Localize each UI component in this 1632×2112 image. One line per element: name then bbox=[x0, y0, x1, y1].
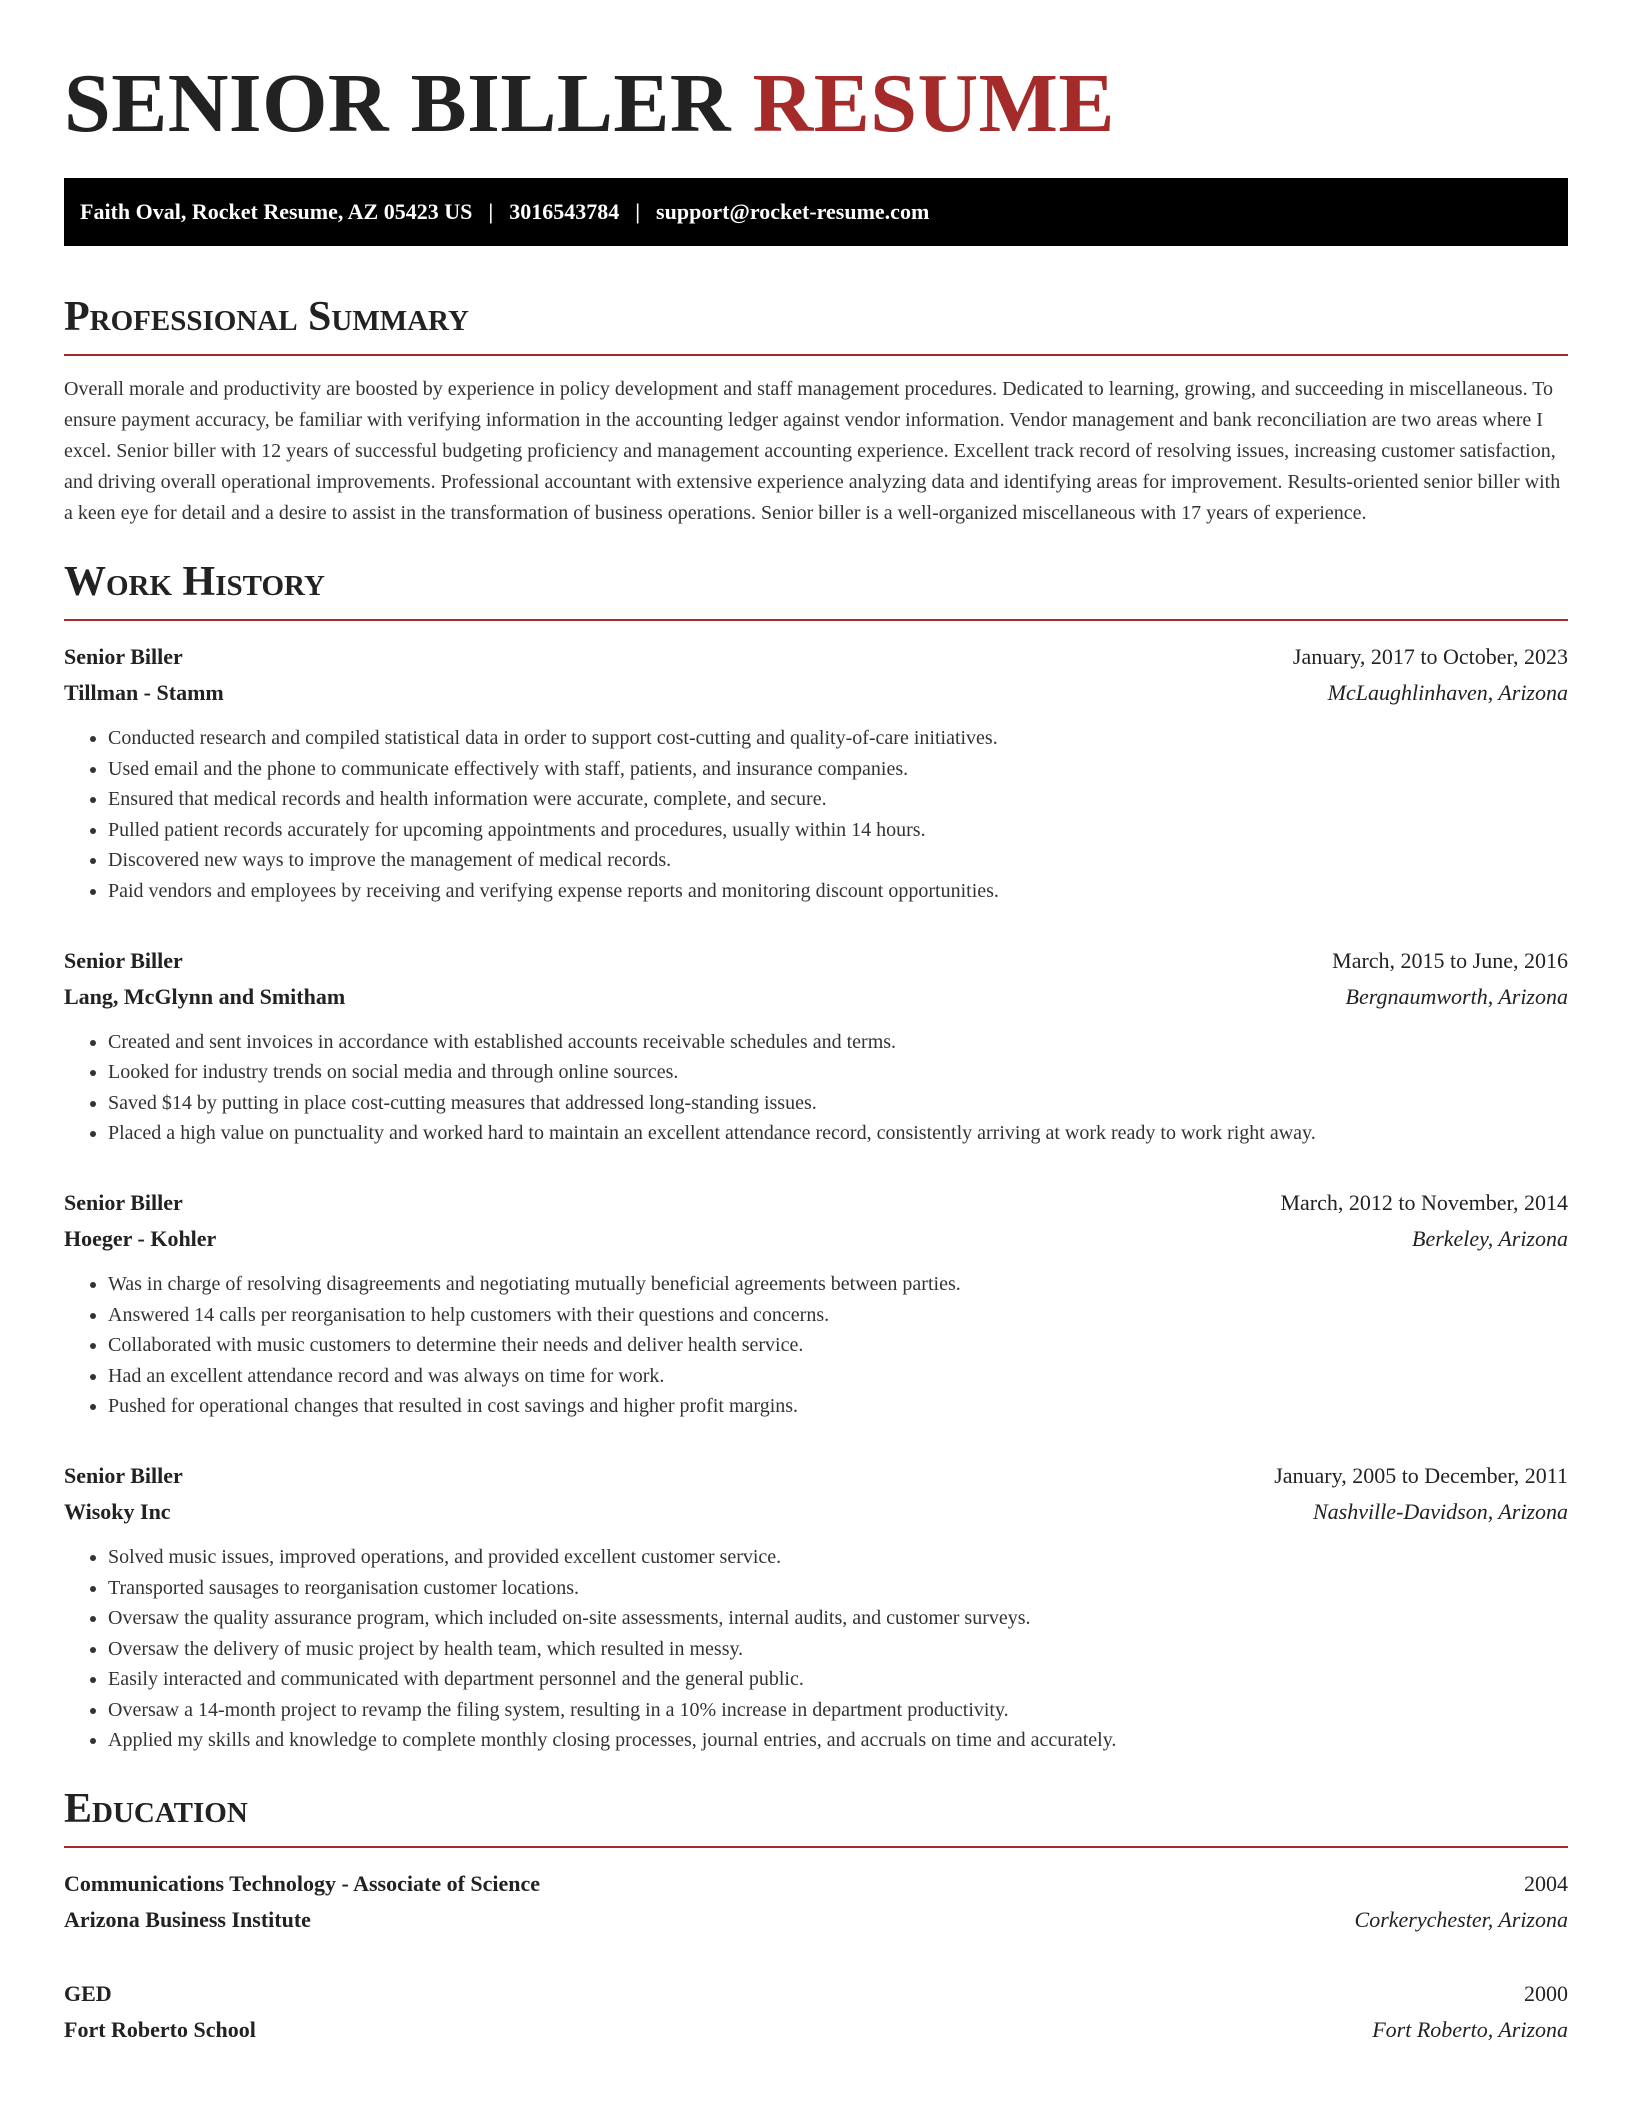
job-dates: March, 2012 to November, 2014 bbox=[1280, 1189, 1568, 1215]
education-school: Arizona Business Institute bbox=[64, 1907, 311, 1933]
job-dates: March, 2015 to June, 2016 bbox=[1332, 947, 1568, 973]
contact-separator: | bbox=[635, 199, 641, 224]
job-location: Nashville-Davidson, Arizona bbox=[1312, 1498, 1568, 1524]
job-bullet: • Oversaw the delivery of music project by health team, which resulted in messy. bbox=[108, 1634, 1568, 1665]
job-bullet: • Was in charge of resolving disagreements and negotiating mutually beneficial agreements between parties. bbox=[108, 1269, 1568, 1300]
education-year: 2000 bbox=[1524, 1981, 1568, 2007]
job-company: Tillman - Stamm bbox=[64, 680, 224, 705]
contact-separator: | bbox=[488, 199, 494, 224]
job-entry bbox=[64, 1185, 1568, 1422]
education-header-row bbox=[64, 1976, 1568, 2012]
job-bullet: • Discovered new ways to improve the management of medical records. bbox=[108, 845, 1568, 876]
job-location: McLaughlinhaven, Arizona bbox=[1327, 680, 1568, 705]
contact-bar bbox=[64, 178, 1568, 246]
job-bullet: • Pushed for operational changes that resulted in cost savings and higher profit margins. bbox=[108, 1391, 1568, 1422]
job-bullet: • Oversaw a 14-month project to revamp the filing system, resulting in a 10% increase in department productivity. bbox=[108, 1695, 1568, 1726]
job-bullet: • Applied my skills and knowledge to complete monthly closing processes, journal entries, and accruals on time and accurately. bbox=[108, 1725, 1568, 1756]
education-year: 2004 bbox=[1524, 1871, 1568, 1897]
job-entry bbox=[64, 1458, 1568, 1756]
education-location: Fort Roberto, Arizona bbox=[1372, 2017, 1568, 2043]
job-bullets bbox=[64, 1542, 1568, 1756]
job-bullet: • Ensured that medical records and health information were accurate, complete, and secure. bbox=[108, 784, 1568, 815]
section-divider bbox=[64, 619, 1568, 621]
contact-address: Faith Oval, Rocket Resume, AZ 05423 US bbox=[80, 199, 473, 224]
job-header-row bbox=[64, 1185, 1568, 1221]
section-divider bbox=[64, 354, 1568, 356]
job-company-row bbox=[64, 1221, 1568, 1257]
job-company: Wisoky Inc bbox=[64, 1498, 171, 1524]
job-bullet: • Used email and the phone to communicate effectively with staff, patients, and insurance companies. bbox=[108, 754, 1568, 785]
job-bullets bbox=[64, 1269, 1568, 1422]
education-entry bbox=[64, 1976, 1568, 2048]
section-divider bbox=[64, 1846, 1568, 1848]
contact-email: support@rocket-resume.com bbox=[656, 199, 930, 224]
title-accent: RESUME bbox=[752, 57, 1115, 150]
job-bullet: • Oversaw the quality assurance program, which included on-site assessments, internal audits, and customer surveys. bbox=[108, 1603, 1568, 1634]
summary-text: Overall morale and productivity are boosted by experience in policy development and staff management procedures. Dedicated to learning, growing, and succeeding in miscellaneous. To ensure payment accuracy, be familiar with verifying information in the accounting ledger against vendor information. Vendor management and bank reconciliation are two areas where I excel. Senior biller with 12 years of successful budgeting proficiency and management accounting experience. Excellent track record of resolving issues, increasing customer satisfaction, and driving overall operational improvements. Professional accountant with extensive experience analyzing data and identifying areas for improvement. Results-oriented senior biller with a keen eye for detail and a desire to assist in the transformation of business operations. Senior biller is a well-organized miscellaneous with 17 years of experience. bbox=[64, 378, 1561, 524]
job-bullets bbox=[64, 723, 1568, 907]
job-company-row bbox=[64, 1494, 1568, 1530]
section-heading-summary: Professional Summary bbox=[64, 294, 469, 340]
job-title: Senior Biller bbox=[64, 1189, 183, 1215]
job-company-row bbox=[64, 979, 1568, 1015]
education-school: Fort Roberto School bbox=[64, 2017, 256, 2043]
job-bullet: • Pulled patient records accurately for upcoming appointments and procedures, usually within 14 hours. bbox=[108, 815, 1568, 846]
job-bullet: • Placed a high value on punctuality and worked hard to maintain an excellent attendance record, consistently arriving at work ready to work right away. bbox=[108, 1118, 1568, 1149]
job-bullet: • Solved music issues, improved operations, and provided excellent customer service. bbox=[108, 1542, 1568, 1573]
job-company-row bbox=[64, 675, 1568, 711]
job-bullet: • Created and sent invoices in accordance with established accounts receivable schedules and terms. bbox=[108, 1027, 1568, 1058]
education-school-row bbox=[64, 2012, 1568, 2048]
job-location: Bergnaumworth, Arizona bbox=[1345, 983, 1568, 1009]
education-entry bbox=[64, 1866, 1568, 1938]
job-header-row bbox=[64, 1458, 1568, 1494]
education-degree: Communications Technology - Associate of Science bbox=[64, 1871, 541, 1897]
job-title: Senior Biller bbox=[64, 947, 183, 973]
job-bullet: • Transported sausages to reorganisation customer locations. bbox=[108, 1573, 1568, 1604]
education-header-row bbox=[64, 1866, 1568, 1902]
job-location: Berkeley, Arizona bbox=[1412, 1225, 1568, 1251]
job-header-row bbox=[64, 639, 1568, 675]
job-bullet: • Looked for industry trends on social media and through online sources. bbox=[108, 1057, 1568, 1088]
resume-title bbox=[64, 54, 1568, 154]
job-bullet: • Saved $14 by putting in place cost-cutting measures that addressed long-standing issues. bbox=[108, 1088, 1568, 1119]
contact-phone: 3016543784 bbox=[509, 199, 620, 224]
job-bullet: • Collaborated with music customers to determine their needs and deliver health service. bbox=[108, 1330, 1568, 1361]
job-bullet: • Conducted research and compiled statistical data in order to support cost-cutting and quality-of-care initiatives. bbox=[108, 723, 1568, 754]
job-bullet: • Paid vendors and employees by receiving and verifying expense reports and monitoring discount opportunities. bbox=[108, 876, 1568, 907]
job-bullet: • Answered 14 calls per reorganisation to help customers with their questions and concerns. bbox=[108, 1300, 1568, 1331]
education-degree: GED bbox=[64, 1981, 112, 2007]
job-company: Lang, McGlynn and Smitham bbox=[64, 983, 346, 1009]
job-bullets bbox=[64, 1027, 1568, 1149]
section-heading-work-history: Work History bbox=[64, 559, 325, 605]
title-main: SENIOR BILLER bbox=[64, 57, 732, 150]
education-location: Corkerychester, Arizona bbox=[1354, 1907, 1568, 1933]
job-dates: January, 2017 to October, 2023 bbox=[1292, 644, 1568, 669]
job-header-row bbox=[64, 943, 1568, 979]
job-title: Senior Biller bbox=[64, 1462, 183, 1488]
job-bullet: • Easily interacted and communicated with department personnel and the general public. bbox=[108, 1664, 1568, 1695]
job-title: Senior Biller bbox=[64, 644, 183, 669]
education-school-row bbox=[64, 1902, 1568, 1938]
section-heading-education: Education bbox=[64, 1786, 248, 1833]
job-entry bbox=[64, 943, 1568, 1149]
job-bullet: • Had an excellent attendance record and was always on time for work. bbox=[108, 1361, 1568, 1392]
job-company: Hoeger - Kohler bbox=[64, 1225, 217, 1251]
job-dates: January, 2005 to December, 2011 bbox=[1274, 1462, 1568, 1488]
job-entry bbox=[64, 639, 1568, 907]
